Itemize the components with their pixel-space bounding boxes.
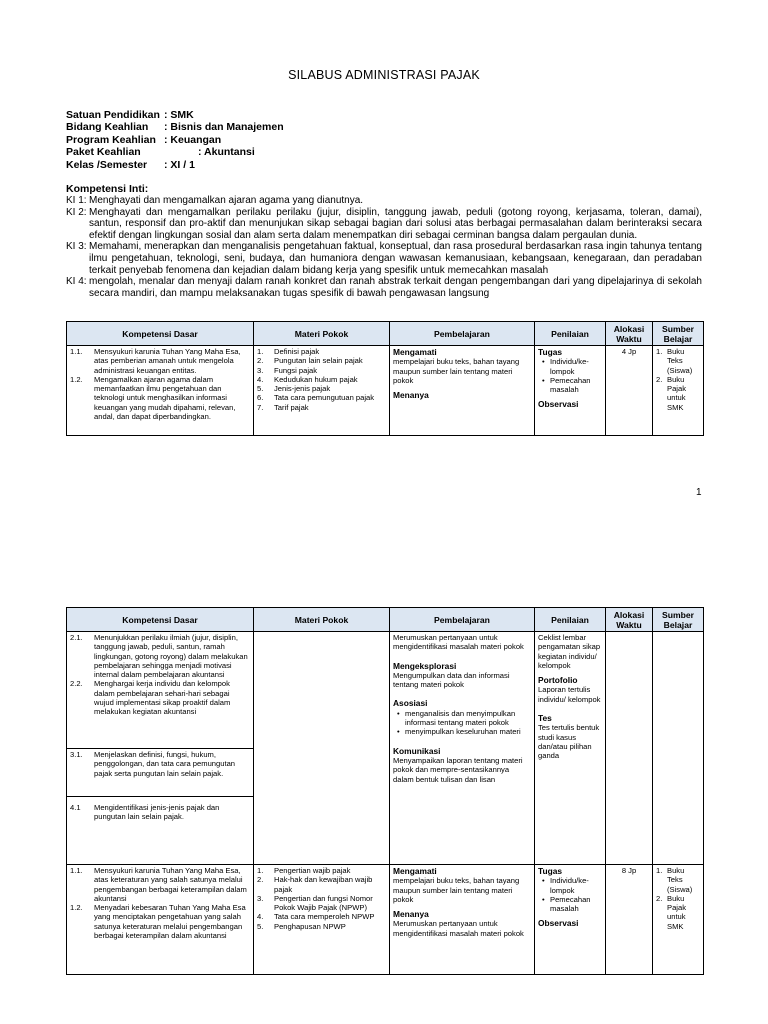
identity-value: : Bisnis dan Manajemen bbox=[164, 121, 284, 134]
identity-row bbox=[66, 134, 284, 146]
table-row bbox=[67, 865, 704, 975]
identity-row bbox=[66, 159, 284, 171]
pb-item: • menganalisis dan menyimpulkan informasi tentang materi pokok bbox=[397, 709, 531, 728]
mp-item bbox=[257, 393, 386, 402]
page-number: 1 bbox=[696, 487, 702, 498]
table-header-row bbox=[67, 608, 704, 632]
alokasi-waktu-cell: 8 Jp bbox=[606, 865, 653, 975]
kompetensi-dasar-cell bbox=[67, 632, 254, 749]
pn-heading-observasi: Observasi bbox=[538, 399, 579, 410]
header-kompetensi-dasar: Kompetensi Dasar bbox=[67, 322, 254, 346]
mp-text: Pungutan lain selain pajak bbox=[274, 356, 363, 366]
syllabus-table-3 bbox=[66, 864, 704, 975]
kd-text: Mengamalkan ajaran agama dalam memanfaatkan ilmu pengetahuan dan teknologi untuk menghasilkan informasi keuangan yang mudah dipahami, relevan, andal, dan dapat diperbandingkan. bbox=[94, 374, 236, 422]
kd-item: 4.1 Mengidentifikasi jenis-jenis pajak dan pungutan lain selain pajak. bbox=[70, 803, 220, 822]
alokasi-waktu-cell: 4 Jp bbox=[606, 346, 653, 436]
identity-value: : XI / 1 bbox=[164, 158, 195, 171]
mp-list bbox=[257, 866, 386, 931]
pn-list bbox=[538, 876, 602, 913]
ki-item bbox=[66, 207, 702, 242]
kd-item bbox=[70, 375, 250, 421]
sb-item: 1. Buku Teks (Siswa) bbox=[656, 347, 693, 375]
kompetensi-dasar-cell bbox=[67, 749, 254, 797]
mp-number: 7. bbox=[257, 402, 264, 412]
mp-number: 6. bbox=[257, 393, 264, 403]
pn-list bbox=[538, 357, 602, 394]
kd-item: 2.2. Menghargai kerja individu dan kelompok dalam pembelajaran sehari-hari sebagai wujud implementasi sikap proaktif dalam melakukan kegiatan akuntansi bbox=[70, 679, 231, 717]
pb-heading-menanya: Menanya bbox=[393, 390, 429, 401]
sb-item: 2. Buku Pajak untuk SMK bbox=[656, 374, 686, 412]
kd-number: 1.1. bbox=[70, 347, 83, 356]
table-row bbox=[67, 346, 704, 436]
ki-text: Menghayati dan mengamalkan ajaran agama yang dianutnya. bbox=[89, 195, 364, 206]
pb-text: mempelajari buku teks, bahan tayang maupun sumber lain tentang materi pokok bbox=[393, 357, 520, 385]
identity-row bbox=[66, 109, 284, 121]
alokasi-waktu-cell bbox=[606, 632, 653, 865]
pb-list bbox=[393, 709, 531, 737]
identity-value: : SMK bbox=[164, 109, 194, 121]
ki-text: Memahami, menerapkan dan menganalisis pengetahuan faktual, konseptual, dan rasa prosedural berdasarkan rasa ingin tahunya tentang ilmu pengetahuan, teknologi, seni, budaya, dan humaniora dengan wawasan kemanusiaan, kebangsaan, kenegaraan, dan peradaban terkait penyebab fenomena dan kejadian dalam bidang kerja yang spesifik untuk memecahkan masalah bbox=[89, 241, 702, 276]
sb-list bbox=[656, 347, 700, 412]
mp-item bbox=[257, 356, 386, 365]
kd-list bbox=[70, 633, 250, 717]
ki-item bbox=[66, 241, 702, 276]
mp-text: Definisi pajak bbox=[274, 347, 320, 356]
header-pembelajaran: Pembelajaran bbox=[390, 322, 535, 346]
mp-item: 1. Pengertian wajib pajak bbox=[257, 866, 351, 875]
identity-label: Kelas /Semester bbox=[66, 158, 148, 171]
header-sumber-belajar: Sumber Belajar bbox=[653, 608, 704, 632]
document-title: SILABUS ADMINISTRASI PAJAK bbox=[288, 68, 480, 82]
kd-list bbox=[70, 347, 250, 421]
mp-item bbox=[257, 375, 386, 384]
mp-item bbox=[257, 403, 386, 412]
pn-text: Tes tertulis bentuk studi kasus dan/atau pilihan ganda bbox=[538, 723, 600, 761]
table-header-row bbox=[67, 322, 704, 346]
pn-item: • Pemecahan masalah bbox=[542, 376, 602, 395]
header-materi-pokok: Materi Pokok bbox=[254, 322, 390, 346]
syllabus-table-2 bbox=[66, 607, 704, 865]
mp-number: 5. bbox=[257, 384, 264, 394]
pb-text: mempelajari buku teks, bahan tayang maupun sumber lain tentang materi pokok bbox=[393, 876, 520, 904]
mp-text: Tata cara pemungutuan pajak bbox=[274, 393, 375, 403]
mp-text: Kedudukan hukum pajak bbox=[274, 374, 358, 384]
header-penilaian: Penilaian bbox=[535, 608, 606, 632]
pb-text: Merumuskan pertanyaan untuk mengidentifikasi masalah materi pokok bbox=[393, 919, 524, 938]
kd-item: 3.1. Menjelaskan definisi, fungsi, hukum, penggolongan, dan tata cara pemungutan pajak serta pungutan lain selain pajak. bbox=[70, 750, 236, 778]
kompetensi-inti-heading: Kompetensi Inti: bbox=[66, 183, 149, 195]
pn-item: • Pemecahan masalah bbox=[542, 895, 602, 914]
sb-list bbox=[656, 866, 700, 931]
sumber-belajar-cell bbox=[653, 632, 704, 865]
materi-pokok-cell bbox=[254, 865, 390, 975]
mp-item: 3. Pengertian dan fungsi Nomor Pokok Wajib Pajak (NPWP) bbox=[257, 893, 373, 913]
ki-code: KI 4: bbox=[66, 276, 87, 288]
mp-item bbox=[257, 366, 386, 375]
materi-pokok-cell bbox=[254, 632, 390, 865]
pembelajaran-cell bbox=[390, 346, 535, 436]
header-alokasi-waktu: Alokasi Waktu bbox=[606, 322, 653, 346]
ki-code: KI 3: bbox=[66, 241, 87, 253]
pn-heading-tugas: Tugas bbox=[538, 347, 563, 357]
sb-item: 2. Buku Pajak untuk SMK bbox=[656, 893, 686, 931]
mp-number: 2. bbox=[257, 356, 264, 366]
identity-label: Satuan Pendidikan bbox=[66, 109, 160, 121]
pn-item: • Individu/ke-lompok bbox=[542, 357, 602, 376]
pb-heading-mengeksplorasi: Mengeksplorasi bbox=[393, 660, 457, 671]
mp-list bbox=[257, 347, 386, 412]
kd-item: 2.1. Menunjukkan perilaku ilmiah (jujur, disiplin, tanggung jawab, peduli, santun, ramah lingkungan, gotong royong) dalam melakukan pembelajaran sehingga menjadi motivasi internal dalam pembelajaran akuntansi bbox=[70, 633, 248, 680]
mp-item bbox=[257, 347, 386, 356]
pb-heading-menanya: Menanya bbox=[393, 909, 429, 920]
ki-text: mengolah, menalar dan menyaji dalam ranah konkret dan ranah abstrak terkait dengan pengembangan dari yang dipelajarinya di sekolah secara mandiri, dan mampu melaksanakan tugas spesifik di bawah pengawasan langsung bbox=[89, 276, 702, 299]
identity-label: Program Keahlian bbox=[66, 133, 156, 146]
pn-item: • Individu/ke-lompok bbox=[542, 876, 602, 895]
ki-item bbox=[66, 195, 702, 207]
pn-heading-observasi: Observasi bbox=[538, 918, 579, 929]
kompetensi-dasar-cell bbox=[67, 865, 254, 975]
ki-code: KI 2: bbox=[66, 206, 87, 218]
kd-item: 1.1. Mensyukuri karunia Tuhan Yang Maha Esa, atas keteraturan yang salah satunya melalui pengembangan berbagai keterampilan dalam akuntansi bbox=[70, 866, 247, 903]
table-row bbox=[67, 632, 704, 749]
mp-item: 2. Hak-hak dan kewajiban wajib pajak bbox=[257, 875, 373, 894]
pembelajaran-cell bbox=[390, 632, 535, 865]
pb-heading-asosiasi: Asosiasi bbox=[393, 698, 428, 709]
pn-heading-portofolio: Portofolio bbox=[538, 675, 578, 686]
identity-value: : Akuntansi bbox=[198, 146, 255, 159]
ki-item bbox=[66, 276, 702, 299]
mp-number: 4. bbox=[257, 374, 264, 384]
ki-text: Menghayati dan mengamalkan perilaku perilaku (jujur, disiplin, tanggung jawab, peduli (gotong royong, kerjasama, toleran, damai), santun, responsif dan pro-aktif dan menunjukan sikap sebagai bagian dari solusi atas berbagai permasalahan dalam berinteraksi secara efektif dengan lingkungan sosial dan alam serta dalam menempatkan diri sebagai cerminan bangsa dalam pergaulan dunia. bbox=[89, 206, 702, 241]
materi-pokok-cell bbox=[254, 346, 390, 436]
penilaian-cell bbox=[535, 346, 606, 436]
pn-heading-tugas: Tugas bbox=[538, 866, 563, 876]
pb-heading-mengamati: Mengamati bbox=[393, 866, 437, 876]
pb-text: Menyampaikan laporan tentang materi pokok dan mempre-sentasikannya dalam bentuk tulisan dan lisan bbox=[393, 755, 523, 784]
header-kompetensi-dasar: Kompetensi Dasar bbox=[67, 608, 254, 632]
pn-heading-tes: Tes bbox=[538, 713, 552, 724]
kompetensi-dasar-cell bbox=[67, 797, 254, 865]
identity-row bbox=[66, 146, 284, 158]
kd-number: 1.2. bbox=[70, 374, 83, 384]
mp-number: 1. bbox=[257, 347, 264, 356]
sumber-belajar-cell bbox=[653, 865, 704, 975]
syllabus-table-1 bbox=[66, 321, 704, 436]
kompetensi-inti-list bbox=[66, 195, 702, 299]
header-alokasi-waktu: Alokasi Waktu bbox=[606, 608, 653, 632]
header-penilaian: Penilaian bbox=[535, 322, 606, 346]
mp-item: 4. Tata cara memperoleh NPWP bbox=[257, 912, 375, 922]
kd-item bbox=[70, 347, 250, 375]
pb-item: • menyimpulkan keseluruhan materi bbox=[397, 727, 531, 736]
page-gap bbox=[0, 540, 768, 560]
mp-item: 5. Penghapusan NPWP bbox=[257, 921, 346, 931]
kd-text: Mensyukuri karunia Tuhan Yang Maha Esa, atas pemberian amanah untuk mengelola administrasi keuangan entitas. bbox=[94, 347, 241, 375]
identity-block bbox=[66, 109, 284, 171]
pb-heading-komunikasi: Komunikasi bbox=[393, 745, 441, 756]
pn-text: Ceklist lembar pengamatan sikap kegiatan individu/ kelompok bbox=[538, 633, 601, 670]
kompetensi-dasar-cell bbox=[67, 346, 254, 436]
pb-text: Merumuskan pertanyaan untuk mengidentifikasi masalah materi pokok bbox=[393, 633, 524, 652]
pb-text: Mengumpulkan data dan informasi tentang materi pokok bbox=[393, 670, 510, 690]
mp-text: Fungsi pajak bbox=[274, 365, 318, 375]
pb-heading-mengamati: Mengamati bbox=[393, 347, 437, 357]
pn-text: Laporan tertulis individu/ kelompok bbox=[538, 685, 601, 704]
header-sumber-belajar: Sumber Belajar bbox=[653, 322, 704, 346]
kd-item: 1.2. Menyadari kebesaran Tuhan Yang Maha Esa yang menciptakan pengetahuan yang salah satunya keteraturan melalui pengembangan berbagai keterampilan dalam akuntansi bbox=[70, 903, 246, 941]
sb-item: 1. Buku Teks (Siswa) bbox=[656, 866, 693, 894]
mp-text: Jenis-jenis pajak bbox=[274, 384, 331, 394]
ki-code: KI 1: bbox=[66, 195, 87, 206]
mp-item bbox=[257, 384, 386, 393]
identity-value: : Keuangan bbox=[164, 133, 222, 146]
penilaian-cell bbox=[535, 865, 606, 975]
mp-number: 3. bbox=[257, 365, 264, 375]
header-pembelajaran: Pembelajaran bbox=[390, 608, 535, 632]
penilaian-cell bbox=[535, 632, 606, 865]
pembelajaran-cell bbox=[390, 865, 535, 975]
sumber-belajar-cell bbox=[653, 346, 704, 436]
mp-text: Tarif pajak bbox=[274, 402, 309, 412]
identity-label: Paket Keahlian bbox=[66, 146, 141, 159]
kd-list bbox=[70, 866, 250, 940]
identity-row bbox=[66, 121, 284, 133]
header-materi-pokok: Materi Pokok bbox=[254, 608, 390, 632]
identity-label: Bidang Keahlian bbox=[66, 121, 149, 134]
